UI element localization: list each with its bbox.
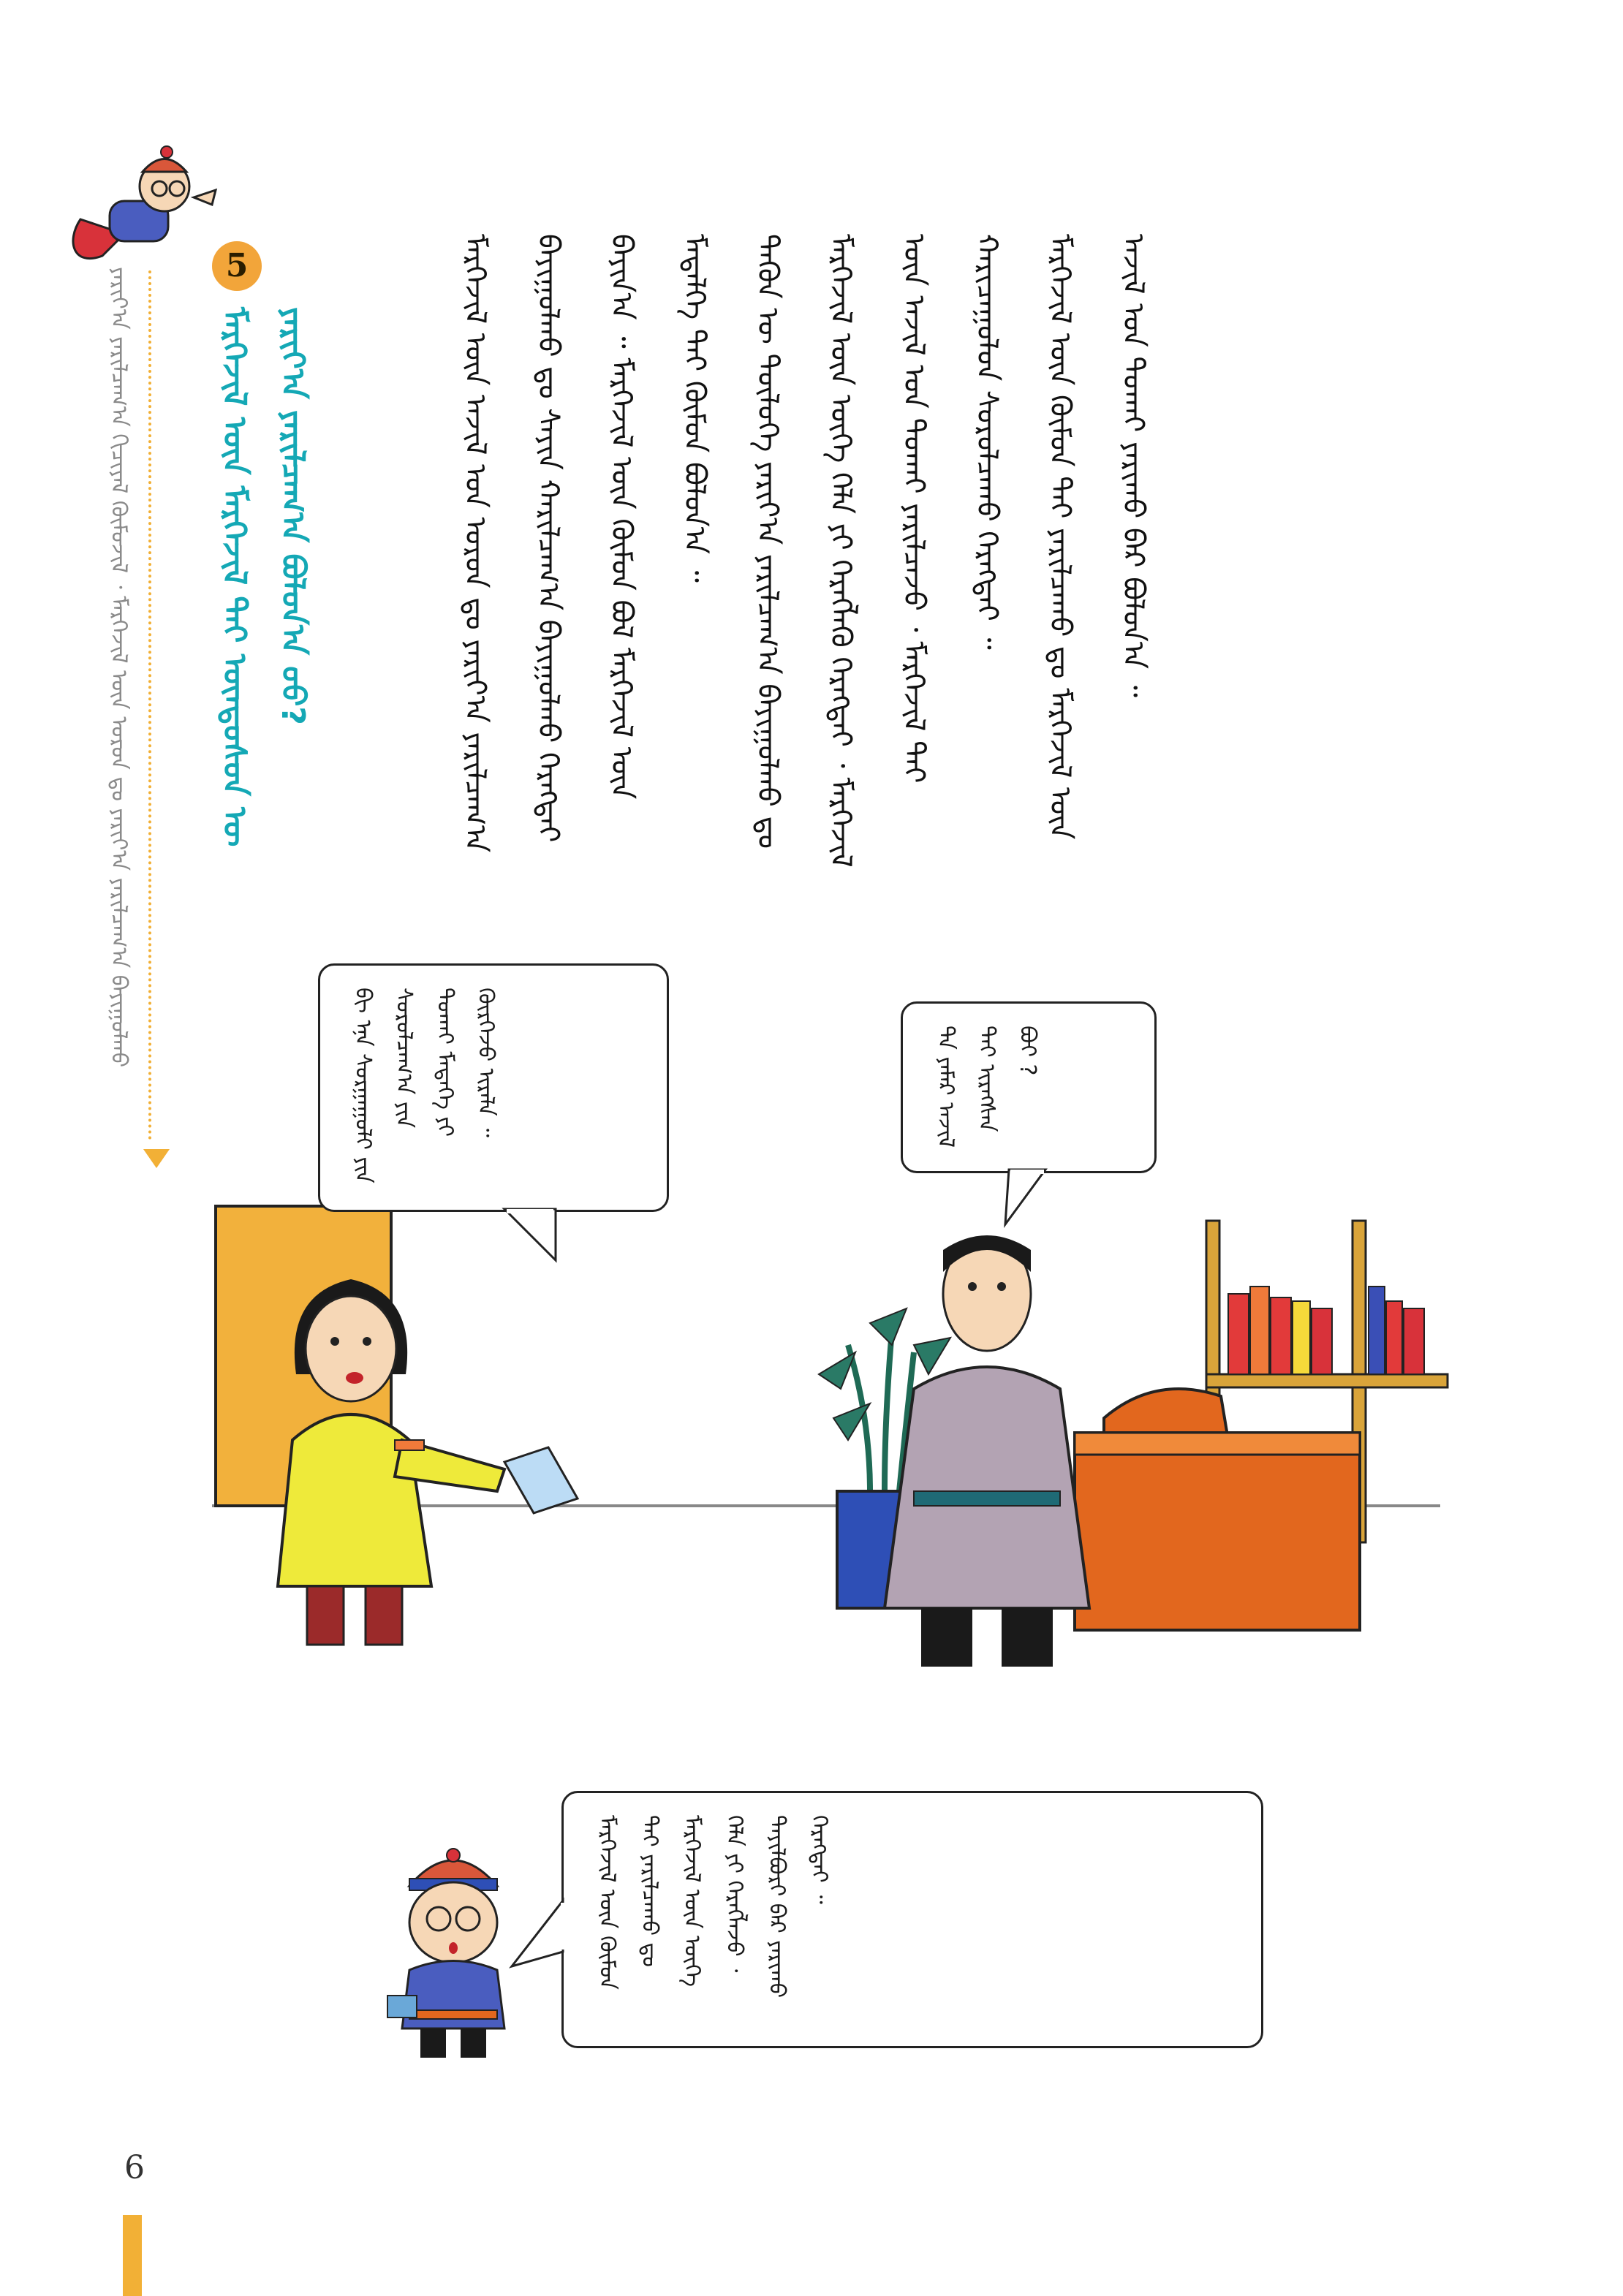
header-dotted-line <box>148 270 151 1140</box>
woman-speech-text: ᠪᠢ ᠡᠨᠡ ᠰᠤᠷᠭᠠᠭᠤᠯᠢ ᠶᠢᠨ ᠰᠤᠷᠤᠯᠴᠠᠭ᠎ᠠ ᠶᠢᠨ ᠲᠤᠬᠠᠢ ᠮᠡᠳᠡᠭᠡ ᠶᠢ ᠬᠦᠷᠭᠡᠵᠦ ᠢᠷᠡᠯᠡ ᠃ <box>350 988 499 1183</box>
boy-bubble-tail <box>512 1901 570 1974</box>
office-illustration <box>212 1199 1455 1769</box>
woman-speech-bubble <box>318 963 669 1212</box>
body-text <box>439 234 1389 877</box>
man-speech-text: ᠲᠠ ᠶᠠᠮᠠᠷ ᠠᠵᠢᠯ ᠲᠠᠢ ᠢᠷᠡᠭᠰᠡᠨ ᠪᠤᠢ ? <box>933 1026 1040 1148</box>
running-header: ᠶᠠᠷᠢᠶ᠎ᠠ ᠶᠠᠷᠢᠯᠴᠠᠭ᠎ᠠ ᠬᠢᠴᠢᠶᠡᠯ ᠬᠥᠮᠦᠵᠢᠯ ᠂ ᠮᠡᠷᠭᠡᠵᠢᠯ ᠦᠨ ᠣᠷᠤᠨ ᠳᠤ ᠶᠠᠷᠢᠶ᠎ᠠ ᠶᠠᠷᠢᠯᠴᠠᠭ᠎ᠠ ᠪᠠᠶᠢᠭᠤᠯᠬᠤ <box>106 267 132 1068</box>
lesson-number-badge: 5 <box>212 241 262 291</box>
man-character <box>885 1235 1089 1667</box>
boy-speech-text: ᠮᠡᠷᠭᠡᠵᠢᠯ ᠦᠨ ᠬᠦᠮᠦᠨ ᠲᠡᠢ ᠶᠠᠷᠢᠯᠴᠠᠬᠤ ᠳᠤ ᠮᠡᠷᠭᠡᠵᠢᠯ ᠦᠨ ᠦᠭᠡ ᠬᠡᠯᠡ ᠶᠢ ᠬᠡᠷᠡᠭᠯᠡᠵᠦ ᠂ ᠲᠠᠶᠢᠯᠪᠤᠷᠢ ᠪᠡᠷ ᠶᠠᠷᠢᠬᠤ ᠬᠡᠷᠡᠭᠲᠡᠢ ᠃ <box>594 1815 832 1998</box>
man-bubble-tail <box>1002 1170 1060 1228</box>
woman-bubble-tail <box>504 1209 570 1268</box>
header-arrow-icon <box>143 1149 170 1168</box>
page-number: 6 <box>124 2149 145 2186</box>
man-speech-bubble <box>901 1001 1157 1173</box>
body-paragraph: ᠲᠡᠭᠦᠨ ᠦ ᠲᠥᠯᠦᠭᠡ ᠶᠠᠷᠢᠶ᠎ᠠ ᠶᠠᠷᠢᠯᠴᠠᠭ᠎ᠠ ᠪᠠᠶᠢᠭᠤᠯᠬᠤ ᠳᠤ ᠮᠡᠷᠭᠡᠵᠢᠯ ᠦᠨ ᠦᠭᠡ ᠬᠡᠯᠡ ᠶᠢ ᠬᠡᠷᠡᠭᠯᠡᠬᠦ ᠬᠡᠷᠡᠭᠲᠡᠢ ᠂ ᠮᠡᠷᠭᠡᠵᠢᠯ ᠦᠨ ᠠᠵᠢᠯ ᠤᠨ ᠲᠤᠬᠠᠢ ᠶᠠᠷᠢᠯᠴᠠᠵᠤ ᠂ ᠮᠡᠷᠭᠡᠵᠢᠯ ᠲᠡᠢ ᠬᠠᠷᠢᠴᠠᠭᠤᠯᠤᠨ ᠰᠤᠷᠤᠯᠴᠠᠬᠤ ᠬᠡᠷᠡᠭᠲᠡᠢ ᠃ <box>751 234 1004 868</box>
body-paragraph: ᠮᠡᠷᠭᠡᠵᠢᠯ ᠦᠨ ᠠᠵᠢᠯ ᠤᠨ ᠣᠷᠤᠨ ᠳᠤ ᠶᠠᠷᠢᠶ᠎ᠠ ᠶᠠᠷᠢᠯᠴᠠᠭ᠎ᠠ ᠪᠠᠶᠢᠭᠤᠯᠬᠤ ᠳᠤ ᠰᠠᠶᠢᠨ ᠬᠠᠷᠢᠯᠴᠠᠭ᠎ᠠ ᠪᠠᠶᠢᠭᠤᠯᠬᠤ ᠬᠡᠷᠡᠭᠲᠡᠢ ᠪᠠᠶᠢᠨ᠎ᠠ ᠃ ᠮᠡᠷᠭᠡᠵᠢᠯ ᠦᠨ ᠬᠦᠮᠦᠨ ᠪᠣᠯ ᠮᠡᠷᠭᠡᠵᠢᠯ ᠦᠨ ᠮᠡᠳᠡᠯᠭᠡ ᠲᠡᠢ ᠬᠦᠮᠦᠨ ᠪᠣᠯᠤᠨ᠎ᠠ ᠃ <box>458 234 711 853</box>
page-edge-bar <box>123 2215 142 2296</box>
flying-boy-icon <box>66 132 227 270</box>
desk <box>1075 1433 1360 1630</box>
body-paragraph: ᠮᠡᠷᠭᠡᠵᠢᠯ ᠦᠨ ᠬᠦᠮᠦᠨ ᠲᠡᠢ ᠶᠠᠷᠢᠯᠴᠠᠬᠤ ᠳᠤ ᠮᠡᠷᠭᠡᠵᠢᠯ ᠦᠨ ᠠᠵᠢᠯ ᠤᠨ ᠲᠤᠬᠠᠢ ᠶᠠᠷᠢᠬᠤ ᠪᠠᠷ ᠪᠣᠯᠣᠨ᠎ᠠ ᠃ <box>1043 234 1150 840</box>
boy-speech-bubble <box>561 1791 1263 2048</box>
woman-character <box>278 1279 578 1645</box>
lesson-title: ᠮᠡᠷᠭᠡᠵᠢᠯ ᠦᠨ ᠮᠡᠷᠭᠡᠵᠢᠯ ᠲᠡᠢ ᠦᠨᠳᠦᠰᠦᠨ ᠦ ᠶᠠᠷᠢᠶ᠎ᠠ ᠶᠠᠷᠢᠯᠴᠠᠭ᠎ᠠ ᠪᠣᠯᠣᠨ᠎ᠠ ᠤᠤ? <box>216 307 311 847</box>
boy-character <box>380 1842 526 2061</box>
